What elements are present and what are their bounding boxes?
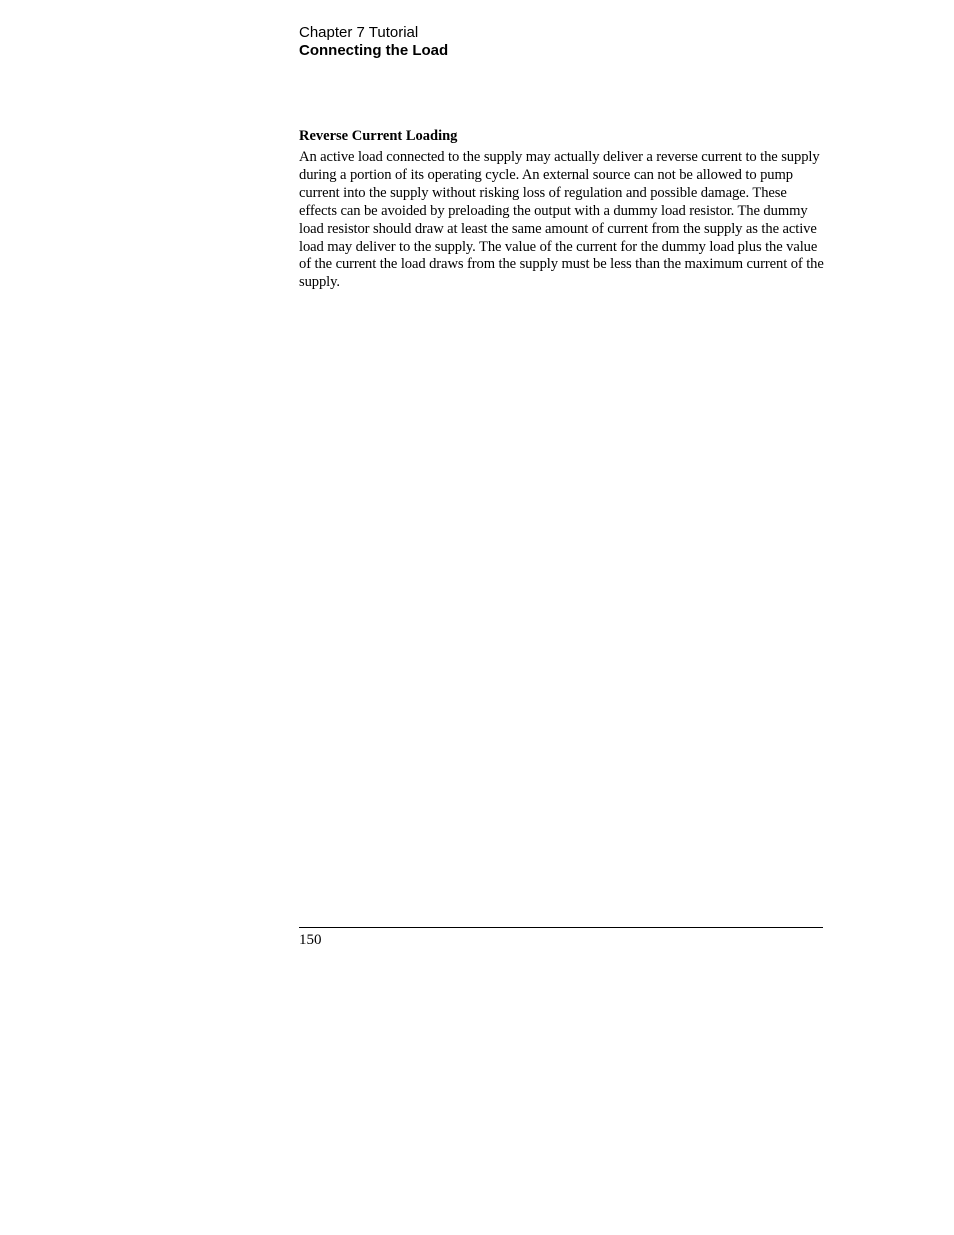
main-content <box>299 127 825 292</box>
footer-divider <box>299 927 823 928</box>
subsection-heading: Reverse Current Loading <box>299 128 458 144</box>
page-number: 150 <box>299 932 322 948</box>
section-title: Connecting the Load <box>299 42 449 59</box>
chapter-title: Chapter 7 Tutorial <box>299 24 419 41</box>
page-header <box>299 24 448 60</box>
body-paragraph: An active load connected to the supply may actually deliver a reverse current to the supply during a portion of its operating cycle. An external source can not be allowed to pump current into the supply without risking loss of regulation and possible damage. These effects can be avoided by preloading the output with a dummy load resistor. The dummy load resistor should draw at least the same amount of current from the supply as the active load may deliver to the supply. The value of the current for the dummy load plus the value of the current the load draws from the supply must be less than the maximum current of the supply. <box>299 149 824 291</box>
